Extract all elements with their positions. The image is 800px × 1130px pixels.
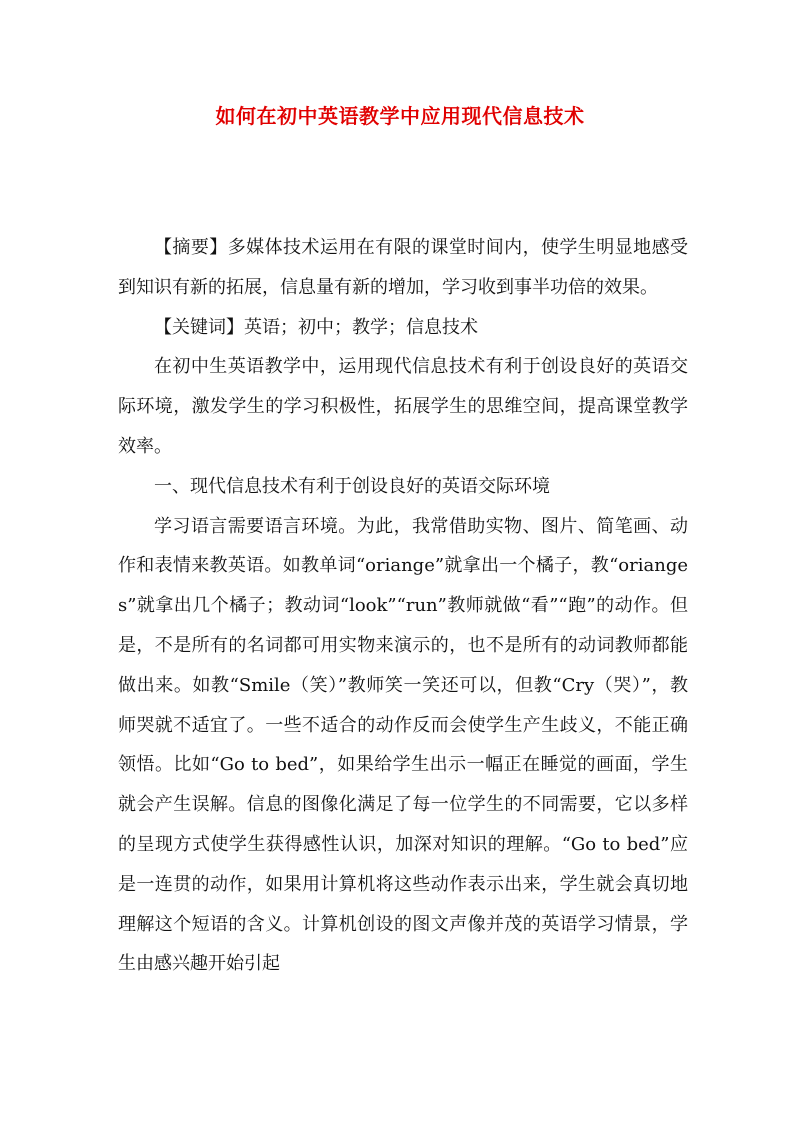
intro-paragraph: 在初中生英语教学中，运用现代信息技术有利于创设良好的英语交际环境，激发学生的学习积极性，拓展学生的思维空间，提高课堂教学效率。 (118, 356, 688, 457)
keywords-paragraph: 【关键词】英语；初中；教学；信息技术 (154, 316, 478, 338)
section-heading: 一、现代信息技术有利于创设良好的英语交际环境 (154, 475, 550, 497)
document-title: 如何在初中英语教学中应用现代信息技术 (215, 104, 585, 128)
abstract-paragraph: 【摘要】多媒体技术运用在有限的课堂时间内，使学生明显地感受到知识有新的拓展，信息量有新的增加，学习收到事半功倍的效果。 (118, 237, 688, 298)
body-paragraph: 学习语言需要语言环境。为此，我常借助实物、图片、简笔画、动作和表情来教英语。如教单词“oriange”就拿出一个橘子，教“orianges”就拿出几个橘子；教动词“look”“run”教师就做“看”“跑”的动作。但是，不是所有的名词都可用实物来演示的，也不是所有的动词教师都能做出来。如教“Smile（笑）”教师笑一笑还可以，但教“Cry（哭）”，教师哭就不适宜了。一些不适合的动作反而会使学生产生歧义，不能正确领悟。比如“Go to bed”，如果给学生出示一幅正在睡觉的画面，学生就会产生误解。信息的图像化满足了每一位学生的不同需要，它以多样的呈现方式使学生获得感性认识，加深对知识的理解。“Go to bed”应是一连贯的动作，如果用计算机将这些动作表示出来，学生就会真切地理解这个短语的含义。计算机创设的图文声像并茂的英语学习情景，学生由感兴趣开始引起 (118, 515, 688, 975)
document-body (118, 228, 688, 984)
